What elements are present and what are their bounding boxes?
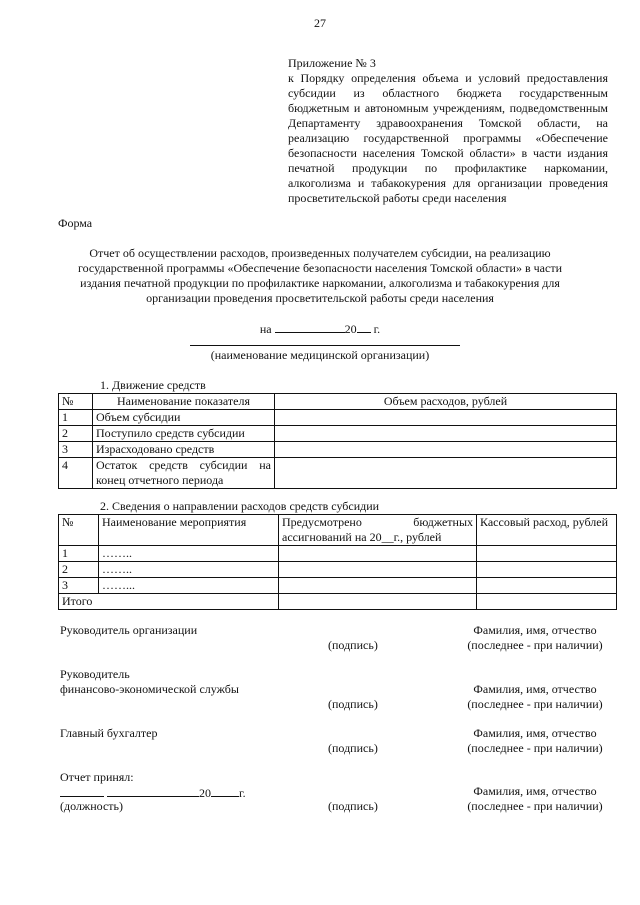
table-header-row (59, 394, 617, 410)
row-activity[interactable]: …….. (99, 546, 279, 562)
header-num: № (59, 394, 93, 410)
fio-note: (последнее - при наличии) (467, 638, 603, 652)
row-cash-cell[interactable] (477, 546, 617, 562)
table-row (59, 410, 617, 426)
expenses-table (58, 514, 617, 610)
row-num: 3 (59, 442, 93, 458)
appendix-title: Приложение № 3 (288, 56, 376, 70)
position-blank[interactable] (60, 784, 104, 797)
row-num: 3 (59, 578, 99, 594)
accepted-label: Отчет принял: (60, 770, 134, 784)
fio-note: (последнее - при наличии) (467, 799, 603, 813)
total-planned-cell[interactable] (279, 594, 477, 610)
total-cash-cell[interactable] (477, 594, 617, 610)
org-name-caption: (наименование медицинской организации) (210, 348, 430, 362)
date-blank[interactable] (107, 784, 199, 797)
row-amount-cell[interactable] (275, 410, 617, 426)
row-amount-cell[interactable] (275, 426, 617, 442)
header-planned: Предусмотрено бюджетных ассигнований на 20__г., рублей (279, 515, 477, 546)
accountant-label: Главный бухгалтер (60, 726, 158, 740)
fio-note: (последнее - при наличии) (467, 697, 603, 711)
row-amount-cell[interactable] (275, 458, 617, 489)
date-prefix: на (259, 322, 272, 336)
table-row (59, 562, 617, 578)
fio-caption: Фамилия, имя, отчество (473, 784, 597, 798)
appendix-block (288, 56, 608, 206)
header-indicator: Наименование показателя (93, 394, 275, 410)
movement-table (58, 393, 617, 489)
header-activity: Наименование мероприятия (99, 515, 279, 546)
org-name-line[interactable] (190, 345, 460, 346)
date-year: 20 (344, 322, 357, 336)
row-num: 1 (59, 546, 99, 562)
date-suffix: г. (373, 322, 381, 336)
report-title-line: организации проведения просветительской работы среди населения (146, 291, 494, 305)
report-date-line (0, 320, 640, 337)
row-indicator: Объем субсидии (93, 410, 275, 426)
report-title (60, 246, 580, 306)
row-planned-cell[interactable] (279, 546, 477, 562)
fio-caption: Фамилия, имя, отчество (473, 682, 597, 696)
fio-caption: Фамилия, имя, отчество (473, 726, 597, 740)
head-label: Руководитель организации (60, 623, 198, 637)
signature-caption: (подпись) (328, 741, 378, 755)
row-indicator: Остаток средств субсидии на конец отчетного периода (93, 458, 275, 489)
section1-title: 1. Движение средств (100, 378, 206, 392)
row-activity[interactable]: ……... (99, 578, 279, 594)
row-activity[interactable]: …….. (99, 562, 279, 578)
signature-caption: (подпись) (328, 799, 378, 813)
row-num: 1 (59, 410, 93, 426)
year-blank[interactable] (211, 784, 239, 797)
accepted-suffix: г. (239, 786, 246, 800)
row-planned-cell[interactable] (279, 578, 477, 594)
header-cash: Кассовый расход, рублей (477, 515, 617, 546)
date-blank[interactable] (275, 320, 345, 333)
row-num: 4 (59, 458, 93, 489)
row-planned-cell[interactable] (279, 562, 477, 578)
form-label: Форма (58, 216, 93, 230)
report-title-line: издания печатной продукции по профилактике наркомании, алкоголизма и табакокурения для (80, 276, 560, 290)
appendix-text: к Порядку определения объема и условий предоставления субсидии из областного бюджета государственным бюджетным и автономным учреждениям, подведомственным Департаменту здравоохранения Томской области, на реализацию государственной программы «Обеспечение безопасности населения Томской области» в части издания печатной продукции по профилактике наркомании, алкоголизма и табакокурения для организации проведения просветительской работы среди населения (288, 71, 608, 205)
row-cash-cell[interactable] (477, 562, 617, 578)
year-blank[interactable] (357, 320, 371, 333)
fin-label: Руководитель (60, 667, 130, 681)
fin-label-service: финансово-экономической службы (60, 682, 239, 696)
report-title-line: государственной программы «Обеспечение безопасности населения Томской области» в части (78, 261, 562, 275)
row-cash-cell[interactable] (477, 578, 617, 594)
fio-note: (последнее - при наличии) (467, 741, 603, 755)
table-row (59, 458, 617, 489)
table-row (59, 578, 617, 594)
header-amount: Объем расходов, рублей (275, 394, 617, 410)
table-row (59, 546, 617, 562)
page-number: 27 (314, 16, 326, 30)
row-indicator: Израсходовано средств (93, 442, 275, 458)
row-indicator: Поступило средств субсидии (93, 426, 275, 442)
table-row (59, 426, 617, 442)
position-caption: (должность) (60, 799, 123, 813)
table-total-row (59, 594, 617, 610)
total-label: Итого (59, 594, 279, 610)
header-num: № (59, 515, 99, 546)
signature-caption: (подпись) (328, 638, 378, 652)
row-num: 2 (59, 426, 93, 442)
accepted-year: 20 (199, 786, 211, 800)
table-header-row (59, 515, 617, 546)
row-amount-cell[interactable] (275, 442, 617, 458)
table-row (59, 442, 617, 458)
report-title-line: Отчет об осуществлении расходов, произведенных получателем субсидии, на реализацию (89, 246, 551, 260)
fio-caption: Фамилия, имя, отчество (473, 623, 597, 637)
signature-caption: (подпись) (328, 697, 378, 711)
section2-title: 2. Сведения о направлении расходов средств субсидии (100, 499, 380, 513)
row-num: 2 (59, 562, 99, 578)
